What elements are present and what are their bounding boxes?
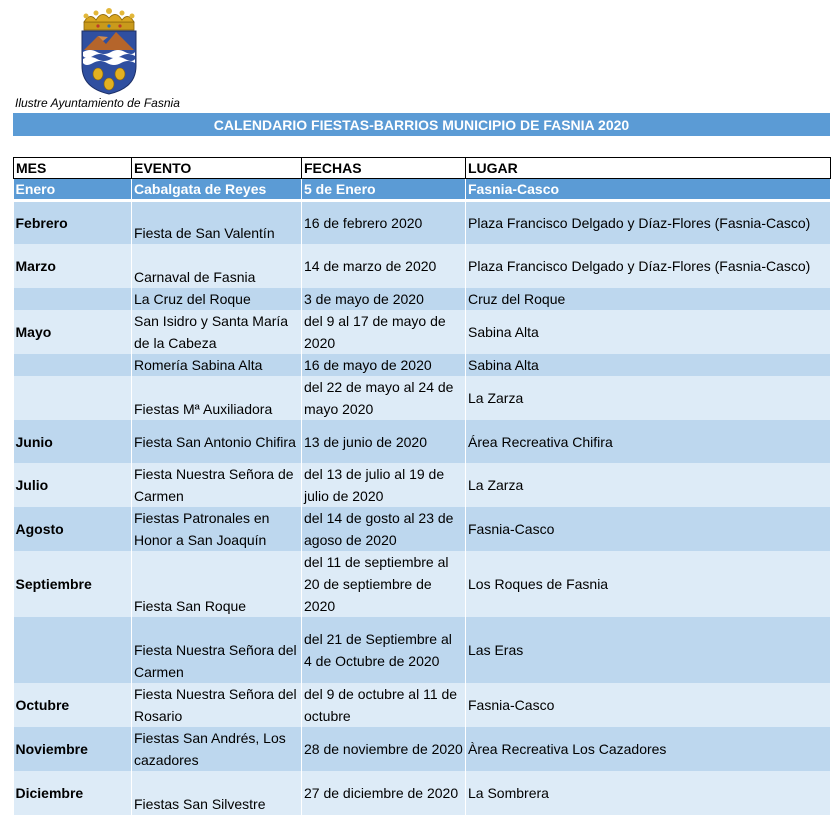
cell-mes: Septiembre [14, 551, 132, 617]
column-header-evento: EVENTO [132, 158, 302, 179]
cell-mes: Mayo [14, 310, 132, 354]
cell-evento: Fiesta Nuestra Señora de Carmen [132, 463, 302, 507]
table-row [14, 179, 831, 200]
cell-lugar: Sabina Alta [466, 354, 831, 376]
page-title: CALENDARIO FIESTAS-BARRIOS MUNICIPIO DE FASNIA 2020 [13, 113, 830, 136]
cell-fechas: 16 de febrero 2020 [302, 202, 466, 244]
cell-lugar: Los Roques de Fasnia [466, 551, 831, 617]
table-row [14, 376, 831, 420]
table-row [14, 507, 831, 551]
festival-calendar-table [13, 157, 831, 815]
table-header-row [14, 158, 831, 179]
cell-evento: Fiesta San Antonio Chifira [132, 420, 302, 463]
cell-mes: Julio [14, 463, 132, 507]
organization-name: Ilustre Ayuntamiento de Fasnia [15, 96, 180, 110]
table-row [14, 771, 831, 815]
column-header-mes: MES [14, 158, 132, 179]
cell-lugar: Fasnia-Casco [466, 683, 831, 727]
cell-fechas: 14 de marzo de 2020 [302, 244, 466, 288]
cell-mes: Febrero [14, 202, 132, 244]
cell-lugar: La Zarza [466, 376, 831, 420]
cell-lugar: Sabina Alta [466, 310, 831, 354]
cell-evento: Fiesta Nuestra Señora del Rosario [132, 683, 302, 727]
cell-mes [14, 376, 132, 420]
cell-fechas: del 13 de julio al 19 de julio de 2020 [302, 463, 466, 507]
cell-evento: Fiesta de San Valentín [132, 202, 302, 244]
cell-lugar: Cruz del Roque [466, 288, 831, 310]
cell-evento: Fiesta Nuestra Señora del Carmen [132, 617, 302, 683]
cell-lugar: La Sombrera [466, 771, 831, 815]
cell-fechas: 3 de mayo de 2020 [302, 288, 466, 310]
cell-evento: Fiestas San Silvestre [132, 771, 302, 815]
cell-mes: Enero [14, 179, 132, 200]
cell-lugar: Plaza Francisco Delgado y Díaz-Flores (Fasnia-Casco) [466, 202, 831, 244]
cell-mes: Octubre [14, 683, 132, 727]
cell-fechas: 28 de noviembre de 2020 [302, 727, 466, 771]
column-header-lugar: LUGAR [466, 158, 831, 179]
cell-evento: Fiesta San Roque [132, 551, 302, 617]
cell-fechas: 5 de Enero [302, 179, 466, 200]
cell-evento: Carnaval de Fasnia [132, 244, 302, 288]
cell-mes [14, 288, 132, 310]
table-row [14, 683, 831, 727]
crown-icon [84, 8, 135, 30]
cell-fechas: del 9 de octubre al 11 de octubre [302, 683, 466, 727]
cell-lugar: Fasnia-Casco [466, 179, 831, 200]
table-row [14, 288, 831, 310]
table-row [14, 463, 831, 507]
cell-fechas: del 14 de gosto al 23 de agoso de 2020 [302, 507, 466, 551]
cell-lugar: Fasnia-Casco [466, 507, 831, 551]
cell-lugar: Área Recreativa Chifira [466, 420, 831, 463]
cell-evento: Fiestas San Andrés, Los cazadores [132, 727, 302, 771]
cell-lugar: Las Eras [466, 617, 831, 683]
cell-mes: Agosto [14, 507, 132, 551]
cell-evento: Fiestas Mª Auxiliadora [132, 376, 302, 420]
cell-lugar: Plaza Francisco Delgado y Díaz-Flores (Fasnia-Casco) [466, 244, 831, 288]
cell-mes: Noviembre [14, 727, 132, 771]
cell-fechas: 27 de diciembre de 2020 [302, 771, 466, 815]
table-row [14, 202, 831, 244]
cell-fechas: 13 de junio de 2020 [302, 420, 466, 463]
cell-evento: La Cruz del Roque [132, 288, 302, 310]
column-header-fechas: FECHAS [302, 158, 466, 179]
table-row [14, 420, 831, 463]
cell-mes [14, 617, 132, 683]
cell-mes: Diciembre [14, 771, 132, 815]
cell-fechas: 16 de mayo de 2020 [302, 354, 466, 376]
table-row [14, 244, 831, 288]
table-row [14, 354, 831, 376]
cell-mes [14, 354, 132, 376]
cell-mes: Junio [14, 420, 132, 463]
cell-fechas: del 9 al 17 de mayo de 2020 [302, 310, 466, 354]
cell-lugar: La Zarza [466, 463, 831, 507]
coat-of-arms-logo [76, 8, 142, 96]
cell-evento: Fiestas Patronales en Honor a San Joaquín [132, 507, 302, 551]
table-row [14, 617, 831, 683]
cell-fechas: del 11 de septiembre al 20 de septiembre de 2020 [302, 551, 466, 617]
table-row [14, 310, 831, 354]
table-row [14, 551, 831, 617]
cell-fechas: del 21 de Septiembre al 4 de Octubre de 2020 [302, 617, 466, 683]
table-row [14, 727, 831, 771]
cell-fechas: del 22 de mayo al 24 de mayo 2020 [302, 376, 466, 420]
cell-mes: Marzo [14, 244, 132, 288]
cell-evento: Cabalgata de Reyes [132, 179, 302, 200]
cell-lugar: Àrea Recreativa Los Cazadores [466, 727, 831, 771]
cell-evento: Romería Sabina Alta [132, 354, 302, 376]
cell-evento: San Isidro y Santa María de la Cabeza [132, 310, 302, 354]
